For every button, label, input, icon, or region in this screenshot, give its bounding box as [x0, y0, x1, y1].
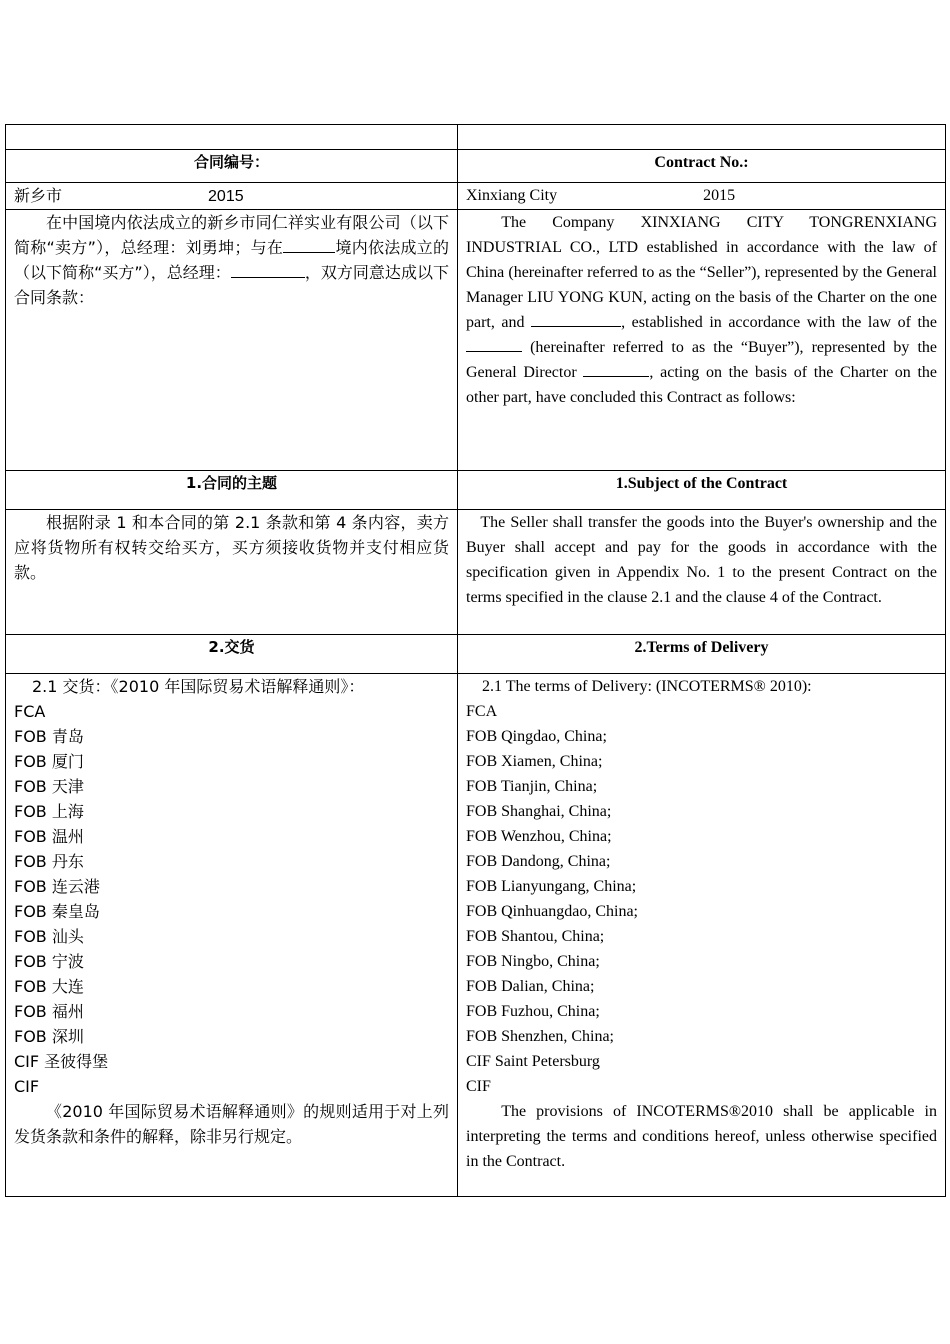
- empty-header-row: [6, 125, 946, 150]
- blank-country-en: [466, 337, 522, 352]
- intro-en-text-1: The Company XINXIANG CITY TONGRENXIANG INDUSTRIAL CO., LTD established in accordance with the law of China (hereinafter referred to as the “Seller”), represented by the General Manager LIU YONG KUN, acting on the basis of the Charter on the one part, and: [466, 214, 937, 331]
- term-zh: FOB 温州: [14, 827, 84, 846]
- blank-company-en: [531, 312, 621, 327]
- year-en: 2015: [703, 187, 736, 204]
- term-zh: FOB 大连: [14, 977, 84, 996]
- term-en: CIF Saint Petersburg: [466, 1053, 600, 1070]
- term-en: FOB Xiamen, China;: [466, 753, 603, 770]
- term-en: FOB Shantou, China;: [466, 928, 605, 945]
- intro-en: [458, 210, 946, 471]
- blank-country-zh: [283, 238, 335, 253]
- provisions-en: The provisions of INCOTERMS®2010 shall be applicable in interpreting the terms and conditions hereof, unless otherwise specified in the Contract.: [466, 1103, 937, 1170]
- term-en: CIF: [466, 1078, 491, 1095]
- blank-manager-zh: [231, 263, 305, 278]
- section2-body-row: [6, 674, 946, 1197]
- intro-zh-text-2: 境内依法成立的: [335, 238, 449, 257]
- term-en: FOB Shenzhen, China;: [466, 1028, 614, 1045]
- intro-en-text-3: (hereinafter referred to as the “Buyer”), represented by the General Director: [466, 339, 937, 381]
- term-zh: FOB 上海: [14, 802, 84, 821]
- term-zh: FOB 汕头: [14, 927, 84, 946]
- term-en: FOB Qingdao, China;: [466, 728, 607, 745]
- section2-body-en: [458, 674, 946, 1197]
- city-cell-zh: [6, 183, 458, 210]
- term-zh: FOB 连云港: [14, 877, 100, 896]
- section2-heading-row: [6, 635, 946, 674]
- contract-no-label-zh: 合同编号：: [6, 150, 458, 183]
- city-zh: 新乡市: [14, 186, 63, 205]
- section2-body-zh: [6, 674, 458, 1197]
- term-en: FOB Fuzhou, China;: [466, 1003, 600, 1020]
- intro-zh: [6, 210, 458, 471]
- term-en: FOB Qinhuangdao, China;: [466, 903, 638, 920]
- term-zh: FOB 宁波: [14, 952, 84, 971]
- term-zh: FOB 深圳: [14, 1027, 84, 1046]
- section1-heading-row: [6, 471, 946, 510]
- empty-cell-left: [6, 125, 458, 150]
- section2-title-zh: 2.交货: [6, 635, 458, 674]
- city-en: Xinxiang City: [466, 187, 558, 204]
- term-en: FOB Dalian, China;: [466, 978, 595, 995]
- term-zh: CIF: [14, 1077, 40, 1096]
- intro-zh-text-3: （以下简称“买方”），总经理：: [14, 263, 231, 282]
- term-zh: FOB 秦皇岛: [14, 902, 100, 921]
- term-en: FOB Ningbo, China;: [466, 953, 600, 970]
- term-zh: FCA: [14, 702, 46, 721]
- year-zh: 2015: [208, 188, 244, 205]
- empty-cell-right: [458, 125, 946, 150]
- section1-body-row: [6, 510, 946, 635]
- term-zh: FOB 厦门: [14, 752, 84, 771]
- intro-zh-text-1: 在中国境内依法成立的新乡市同仁祥实业有限公司（以下简称“卖方”），总经理：刘勇坤；与在: [14, 213, 449, 257]
- section1-body-en: The Seller shall transfer the goods into the Buyer's ownership and the Buyer shall accept and pay for the goods in accordance with the specification given in Appendix No. 1 to the present Contract on the terms specified in the clause 2.1 and the clause 4 of the Contract.: [458, 510, 946, 635]
- term-en: FOB Wenzhou, China;: [466, 828, 612, 845]
- contract-no-label-en: Contract No.:: [458, 150, 946, 183]
- city-row: [6, 183, 946, 210]
- section2-title-en: 2.Terms of Delivery: [458, 635, 946, 674]
- intro-row: [6, 210, 946, 471]
- term-zh: FOB 天津: [14, 777, 84, 796]
- term-zh: FOB 青岛: [14, 727, 84, 746]
- clause-2-1-zh: 2.1 交货：《2010 年国际贸易术语解释通则》：: [32, 677, 365, 696]
- city-cell-en: [458, 183, 946, 210]
- clause-2-1-en: 2.1 The terms of Delivery: (INCOTERMS® 2010):: [482, 678, 812, 695]
- term-zh: FOB 丹东: [14, 852, 84, 871]
- section1-title-zh: 1.合同的主题: [6, 471, 458, 510]
- section1-title-en: 1.Subject of the Contract: [458, 471, 946, 510]
- contract-table: [5, 124, 946, 1197]
- intro-zh-text-4: ，双方同意达成以下合同条款：: [14, 263, 449, 307]
- term-en: FOB Lianyungang, China;: [466, 878, 637, 895]
- term-en: FCA: [466, 703, 498, 720]
- term-en: FOB Shanghai, China;: [466, 803, 612, 820]
- intro-en-text-2: , established in accordance with the law of the: [621, 314, 938, 331]
- provisions-zh: 《2010 年国际贸易术语解释通则》的规则适用于对上列发货条款和条件的解释，除非另行规定。: [14, 1102, 449, 1146]
- contract-number-row: [6, 150, 946, 183]
- term-en: FOB Tianjin, China;: [466, 778, 598, 795]
- term-en: FOB Dandong, China;: [466, 853, 611, 870]
- term-zh: FOB 福州: [14, 1002, 84, 1021]
- term-zh: CIF 圣彼得堡: [14, 1052, 109, 1071]
- blank-director-en: [583, 362, 649, 377]
- intro-en-text-4: , acting on the basis of the Charter on the other part, have concluded this Contract as follows:: [466, 364, 938, 406]
- section1-body-zh: 根据附录 1 和本合同的第 2.1 条款和第 4 条内容，卖方应将货物所有权转交给买方，买方须接收货物并支付相应货款。: [6, 510, 458, 635]
